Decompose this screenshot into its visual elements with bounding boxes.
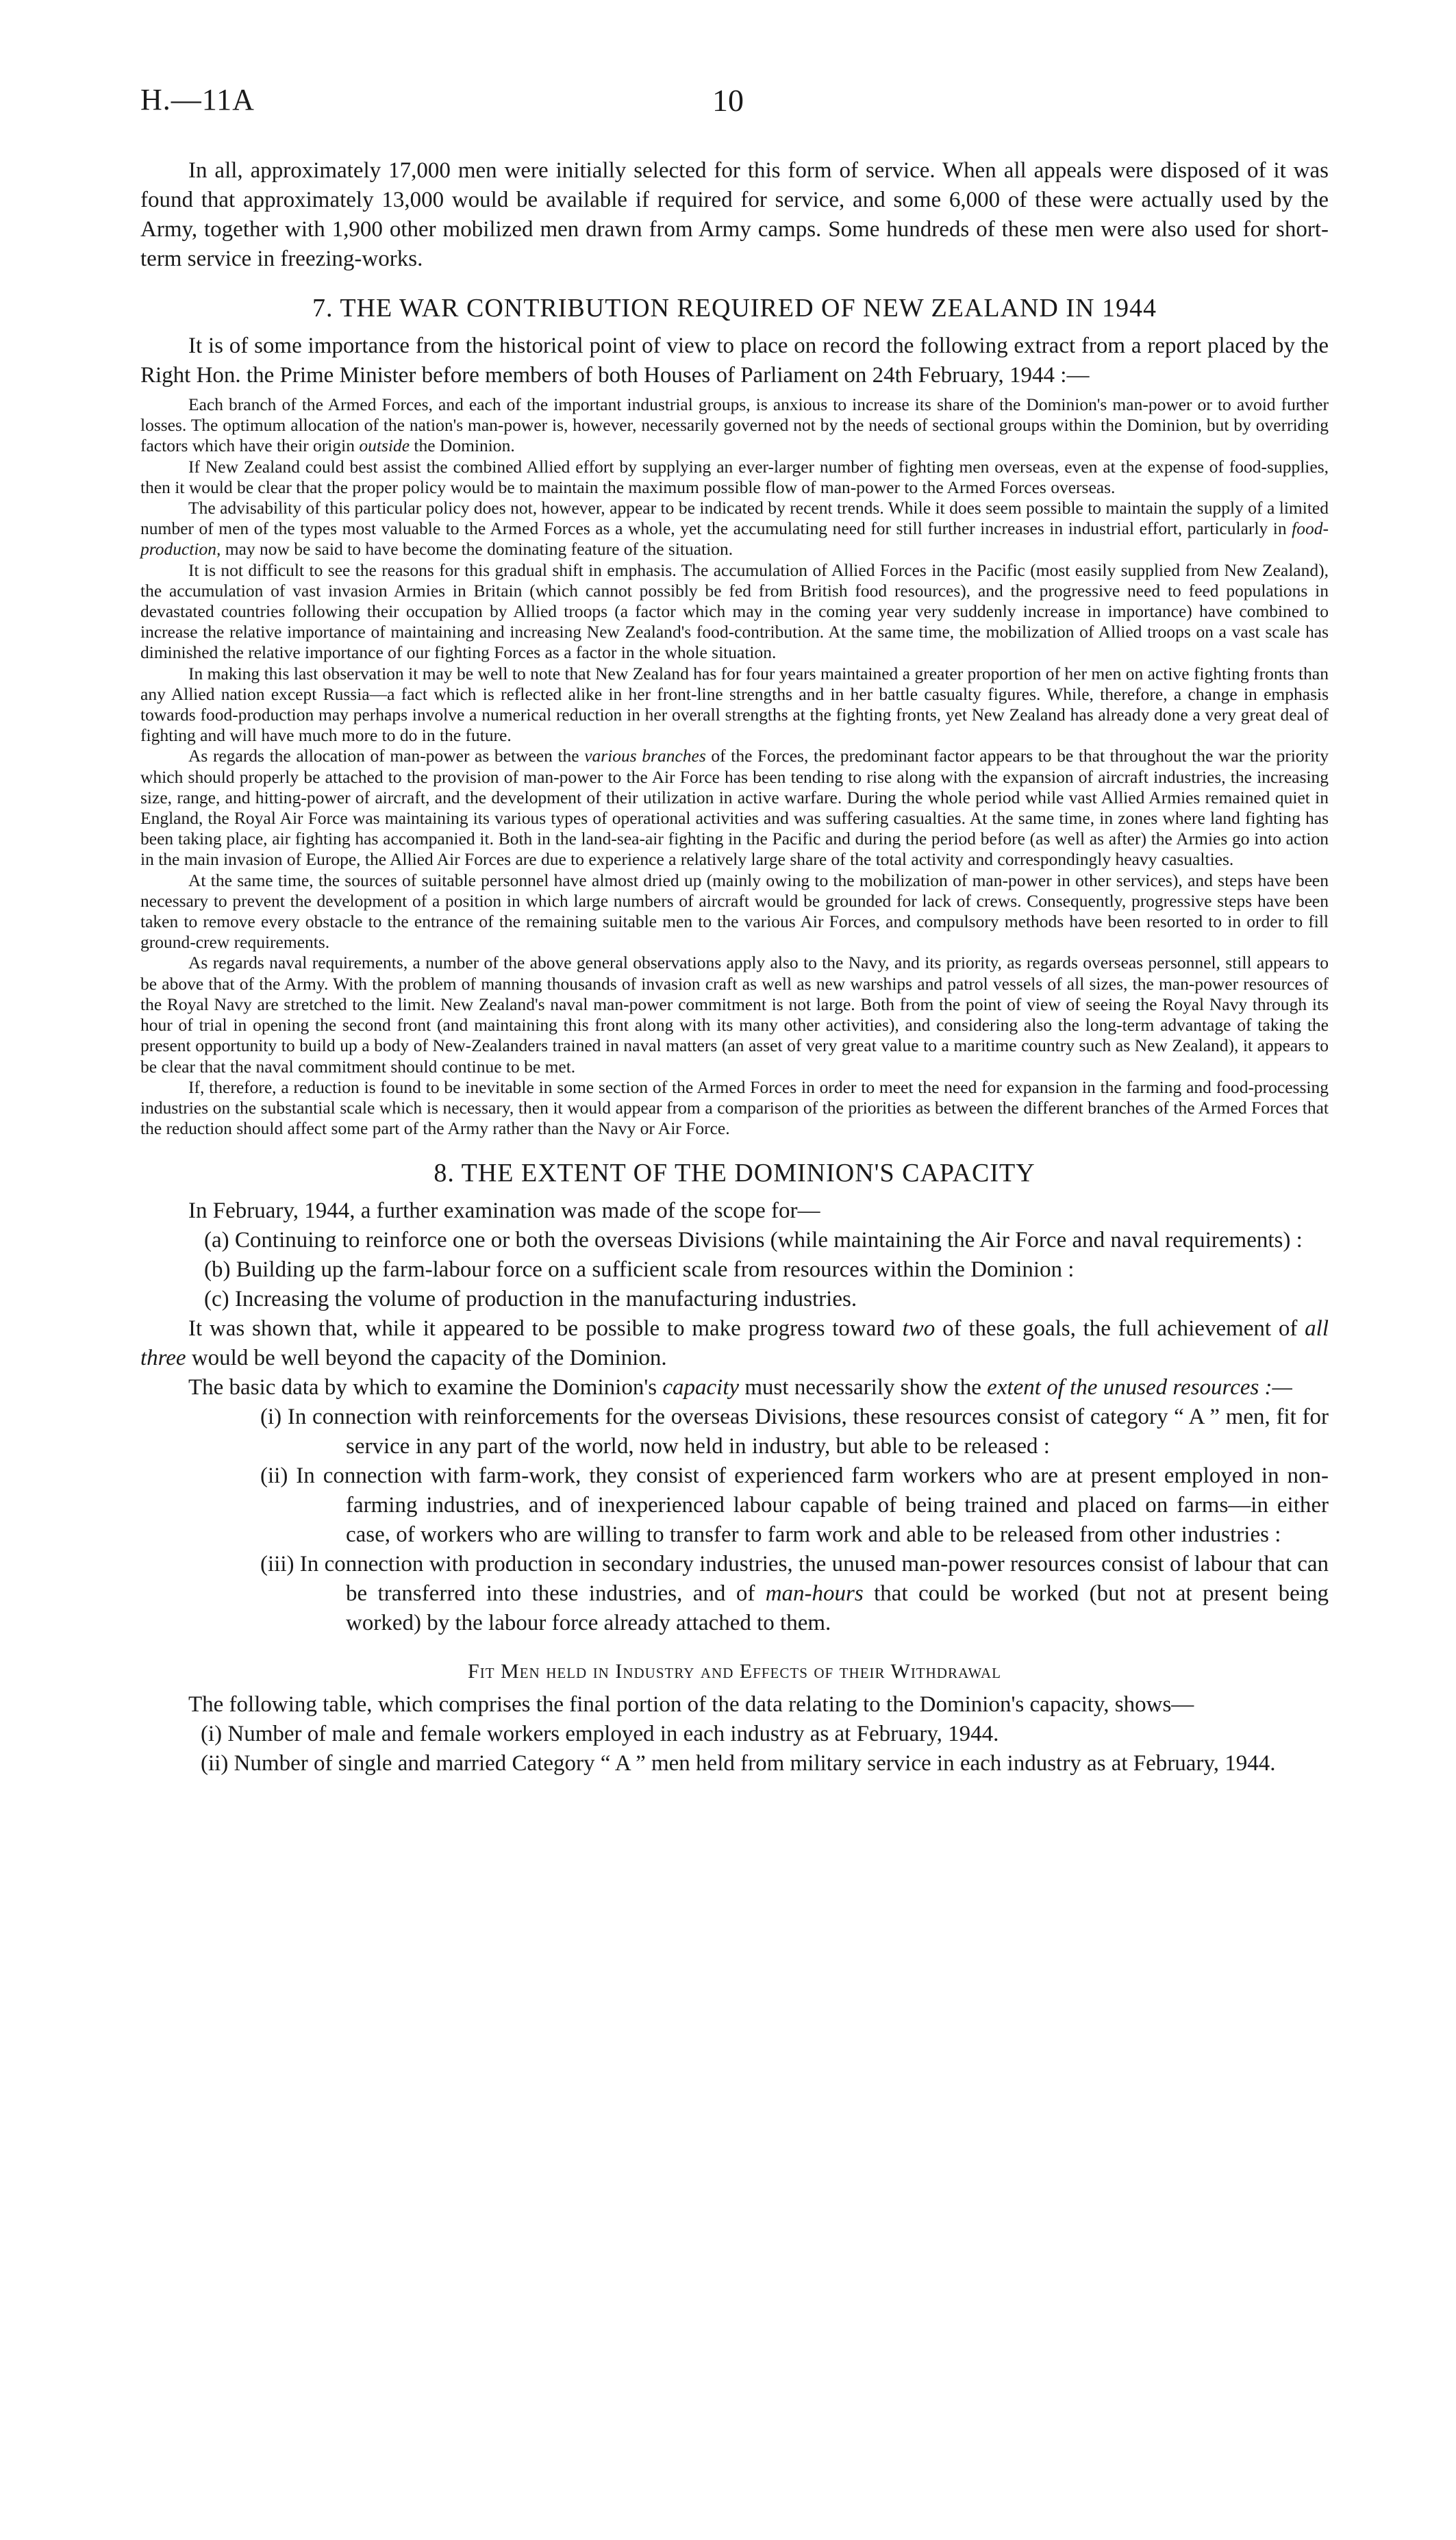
list-item-c: (c) Increasing the volume of production in the manufacturing industries. bbox=[204, 1287, 857, 1312]
table-description-item-i: (i) Number of male and female workers employed in each industry as at February, 1944. bbox=[201, 1722, 999, 1747]
list-item-ii: (ii) In connection with farm-work, they consist of experienced farm workers who are at present employed in non-farming industries, and of inexperienced labour capable of being trained and placed on farms—in either case, of workers who are willing to transfer to farm work and able to be released from other industries : bbox=[260, 1463, 1329, 1548]
extract-paragraph: In making this last observation it may be well to note that New Zealand has for four years maintained a greater proportion of her men on active fighting fronts than any Allied nation except Russia—a fact which is reflected alike in her front-line strengths and in her battle casualty figures. While, therefore, a change in emphasis towards food-production may perhaps involve a numerical reduction in her overall strengths at the fighting fronts, yet New Zealand has already done a very great deal of fighting and will have much more to do in the future. bbox=[140, 663, 1329, 746]
page-content bbox=[140, 156, 1329, 1778]
series-reference: H.—11A bbox=[140, 83, 255, 116]
extract-paragraph: Each branch of the Armed Forces, and each of the important industrial groups, is anxious to increase its share of the Dominion's man-power or to avoid further losses. The optimum allocation of the nation's man-power is, however, necessarily governed not by the needs of sectional groups within the Dominion, but by overriding factors which have their origin outside the Dominion. bbox=[140, 394, 1329, 456]
page-number: 10 bbox=[712, 83, 744, 118]
extract-paragraph: If, therefore, a reduction is found to be inevitable in some section of the Armed Forces in order to meet the need for expansion in the farming and food-processing industries on the substantial scale which is necessary, then it would appear from a comparison of the priorities as between the different branches of the Armed Forces that the reduction should affect some part of the Army rather than the Navy or Air Force. bbox=[140, 1077, 1329, 1139]
page-header bbox=[140, 82, 1316, 123]
subsection-intro: The following table, which comprises the final portion of the data relating to the Dominion's capacity, shows— bbox=[188, 1692, 1194, 1718]
extract-paragraph: If New Zealand could best assist the combined Allied effort by supplying an ever-larger number of fighting men overseas, even at the expense of food-supplies, then it would be clear that the proper policy would be to maintain the maximum possible flow of man-power to the Armed Forces overseas. bbox=[140, 456, 1329, 497]
basic-data-paragraph: The basic data by which to examine the Dominion's capacity must necessarily show the extent of the unused resources :— bbox=[188, 1375, 1292, 1400]
list-item-i: (i) In connection with reinforcements for the overseas Divisions, these resources consist of category “ A ” men, fit for service in any part of the world, now held in industry, but able to be released : bbox=[260, 1405, 1329, 1459]
prime-minister-extract bbox=[140, 394, 1329, 1139]
extract-paragraph: As regards the allocation of man-power as between the various branches of the Forces, the predominant factor appears to be that throughout the war the priority which should properly be attached to the provision of man-power to the Air Force has been tending to rise along with the expansion of aircraft industries, the increasing size, range, and hitting-power of aircraft, and the development of their utilization in active warfare. During the whole period while vast Allied Armies remained quiet in England, the Royal Air Force was maintaining its various types of operational activities and was suffering casualties. At the same time, in zones where land fighting has been taking place, air fighting has accompanied it. Both in the land-sea-air fighting in the Pacific and during the period before (as well as after) the Armies go into action in the main invasion of Europe, the Allied Air Forces are due to experience a relatively large share of the total activity and correspondingly heavy casualties. bbox=[140, 746, 1329, 870]
extract-paragraph: The advisability of this particular policy does not, however, appear to be indicated by recent trends. While it does seem possible to maintain the supply of a limited number of men of the types most valuable to the Armed Forces as a whole, yet the accumulating need for still further increases in industrial effort, particularly in food-production, may now be said to have become the dominating feature of the situation. bbox=[140, 498, 1329, 559]
list-item-iii: (iii) In connection with production in secondary industries, the unused man-power resources consist of labour that can be transferred into these industries, and of man-hours that could be worked (but not at present being worked) by the labour force already attached to them. bbox=[260, 1552, 1329, 1636]
extract-paragraph: As regards naval requirements, a number of the above general observations apply also to the Navy, and its priority, as regards overseas personnel, still appears to be above that of the Army. With the problem of manning thousands of invasion craft as well as new warships and patrol vessels of all sizes, the man-power resources of the Royal Navy are stretched to the limit. New Zealand's naval man-power commitment is not large. Both from the point of view of seeing the Royal Navy through its hour of trial in opening the second front (and maintaining this front along with its many other activities), and considering also the long-term advantage of taking the present opportunity to build up a body of New-Zealanders trained in naval matters (an asset of very great value to a maritime country such as New Zealand), it appears to be clear that the naval commitment should continue to be met. bbox=[140, 953, 1329, 1077]
list-item-b: (b) Building up the farm-labour force on a sufficient scale from resources within the Dominion : bbox=[204, 1257, 1075, 1283]
section-8-intro: In February, 1944, a further examination was made of the scope for— bbox=[188, 1198, 820, 1224]
section-7-heading: 7. THE WAR CONTRIBUTION REQUIRED OF NEW ZEALAND IN 1944 bbox=[312, 294, 1157, 323]
extract-paragraph: At the same time, the sources of suitable personnel have almost dried up (mainly owing to the mobilization of man-power in other services), and steps have been necessary to prevent the development of a position in which large numbers of aircraft would be grounded for lack of crews. Consequently, progressive steps have been taken to remove every obstacle to the entrance of the remaining suitable men to the various Air Forces, and compulsory methods have been resorted to in order to fill ground-crew requirements. bbox=[140, 870, 1329, 953]
subsection-heading: Fit Men held in Industry and Effects of their Withdrawal bbox=[468, 1660, 1001, 1683]
goals-paragraph: It was shown that, while it appeared to be possible to make progress toward two of these goals, the full achievement of all three would be well beyond the capacity of the Dominion. bbox=[140, 1316, 1329, 1371]
table-description-item-ii: (ii) Number of single and married Category “ A ” men held from military service in each industry as at February, 1944. bbox=[201, 1751, 1276, 1776]
section-7-intro: It is of some importance from the historical point of view to place on record the following extract from a report placed by the Right Hon. the Prime Minister before members of both Houses of Parliament on 24th February, 1944 :— bbox=[140, 334, 1329, 388]
section-8-heading: 8. THE EXTENT OF THE DOMINION'S CAPACITY bbox=[434, 1159, 1035, 1188]
list-item-a: (a) Continuing to reinforce one or both the overseas Divisions (while maintaining the Air Force and naval requirements) : bbox=[204, 1228, 1303, 1253]
extract-paragraph: It is not difficult to see the reasons for this gradual shift in emphasis. The accumulation of Allied Forces in the Pacific (most easily supplied from New Zealand), the accumulation of vast invasion Armies in Britain (which cannot possibly be fed from British food resources), and the progressive need to feed populations in devastated countries following their occupation by Allied troops (a factor which may in the coming year very suddenly increase in importance) have combined to increase the relative importance of maintaining and increasing New Zealand's food-contribution. At the same time, the mobilization of Allied troops on a vast scale has diminished the relative importance of our fighting Forces as a factor in the whole situation. bbox=[140, 559, 1329, 663]
intro-paragraph: In all, approximately 17,000 men were initially selected for this form of service. When all appeals were disposed of it was found that approximately 13,000 would be available if required for service, and some 6,000 of these were actually used by the Army, together with 1,900 other mobilized men drawn from Army camps. Some hundreds of these men were also used for short-term service in freezing-works. bbox=[140, 158, 1329, 271]
